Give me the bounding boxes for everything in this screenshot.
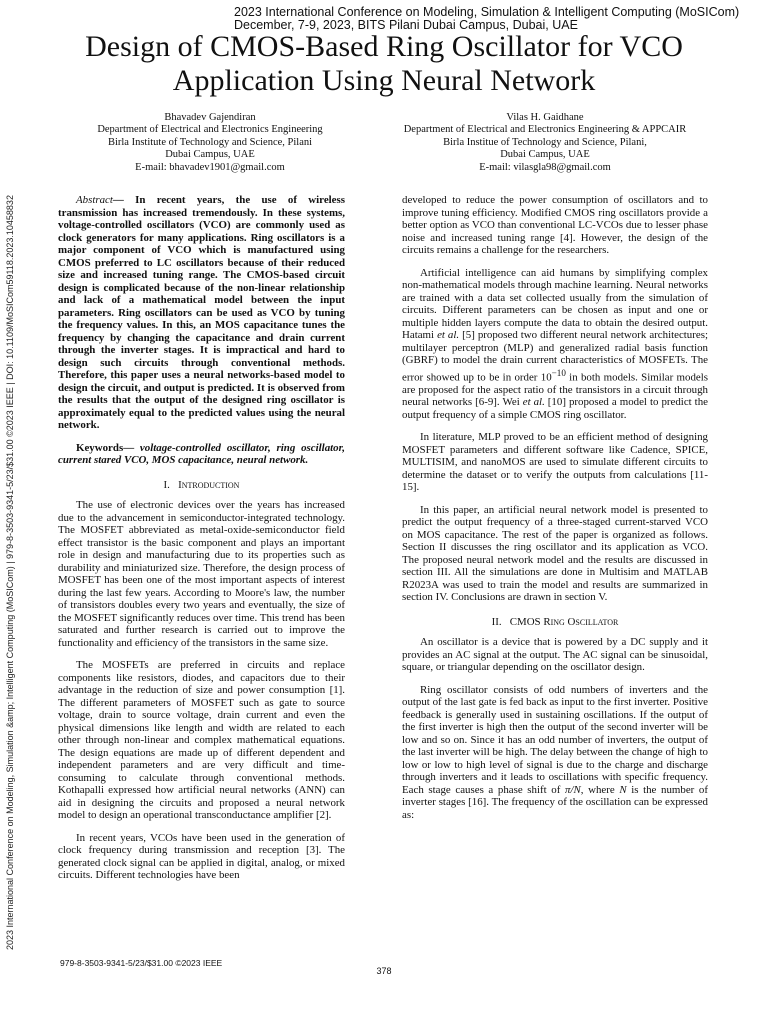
author-email: E-mail: bhavadev1901@gmail.com — [135, 161, 285, 173]
paragraph: In literature, MLP proved to be an efficient method of designing MOSFET parameters and different software like Cadence, SPICE, MULTISIM, and nanoMOS are used to simulate different circuits to determine the dataset or to verify the outputs from calculations [11-15]. — [402, 431, 708, 494]
section-heading-introduction: I. Introduction — [163, 478, 240, 491]
right-column — [402, 194, 708, 831]
paragraph: An oscillator is a device that is powered by a DC supply and it provides an AC signal at the output. The AC signal can be sinusoidal, square, or triangular depending on the oscillator design. — [402, 636, 708, 674]
sidebar-citation: 2023 International Conference on Modeling, Simulation &amp; Intelligent Computing (MoSICom) | 979-8-3503-9341-5/23/$31.00 ©2023 IEEE | DOI: 10.1109/MoSICom59118.2023.10458832 — [5, 195, 15, 950]
author-email: E-mail: vilasgla98@gmail.com — [479, 161, 611, 173]
author-institute: Birla Institue of Technology and Science, Pilani, — [443, 136, 647, 148]
copyright-footer: 979-8-3503-9341-5/23/$31.00 ©2023 IEEE — [60, 958, 223, 968]
paragraph: In recent years, VCOs have been used in the generation of clock frequency during transmission and reception [3]. The generated clock signal can be applied in digital, analog, or mixed circuits. Different technologies have been — [58, 831, 345, 881]
author-name: Bhavadev Gajendiran — [164, 112, 256, 123]
conference-date-venue: December, 7-9, 2023, BITS Pilani Dubai Campus, Dubai, UAE — [234, 18, 578, 32]
paragraph: The MOSFETs are preferred in circuits and replace components like resistors, diodes, and capacitors due to their advantage in the reduction of size and power consumption [1]. The different parameters of MOSFET such as gate to source voltage, drain to source voltage, drain current and even the physical dimensions like length and width are related to each other through non-linear and complex mathematical equations. The design equations are made up of different dependent and independent parameters and are very difficult and time-consuming to calculate through conventional methods. Kothapalli expressed how artificial neural networks (ANN) can aid in designing the circuits and proposed a neural network model to design an operational transconductance amplifier [2]. — [58, 659, 345, 821]
author-institute: Birla Institute of Technology and Science, Pilani — [107, 136, 313, 148]
paragraph: The use of electronic devices over the years has increased due to the advancement in semiconductor-integrated technology. The MOSFET abbreviated as metal-oxide-semiconductor field effect transistor is the basic component and plays an important role in design and manufacturing due to its properties such as durability and miniaturized size. Therefore, the design process of MOSFET has been one of the most important aspects of interest during the last few years. According to Moore's law, the number of transistors doubles every two years and eventually, the size of the MOSFET significantly reduces over time. This trend has been saturated and further research is carried out to improve the functionality and efficiency of the transistors in the same size. — [58, 499, 345, 649]
left-column — [58, 194, 345, 892]
author-name: Vilas H. Gaidhane — [506, 112, 584, 123]
section-heading-cmos-ring-oscillator: II. CMOS Ring Oscillator — [491, 615, 619, 628]
abstract: Abstract— In recent years, the use of wireless transmission has increased tremendously. In these systems, voltage-controlled oscillators (VCO) are commonly used as clock generators for many applications. Ring oscillators is a major component of VCO which is manufactured using CMOS preferred to LC oscillators because of their reduced size and increased tuning range. The CMOS-based circuit design is complicated because of the non-linear relationship and lack of a mathematical model between the input parameters. Ring oscillators can be used as VCO by tuning the frequency values. In this, an MOS capacitance tunes the frequency by changing the capacitance and drain current through the inverter stages. It is impractical and hard to design such circuits through conventional methods. Therefore, this paper uses a neural networks-based model to design the circuit, and output is predicted. It is observed from the results that the output of the designed ring oscillator is approximately equal to the predicted values using the neural network. — [58, 194, 345, 431]
keywords-text: voltage-controlled oscillator, ring oscillator, current stared VCO, MOS capacitance, neural network. — [58, 441, 345, 466]
paragraph: Ring oscillator consists of odd numbers of inverters and the output of the last gate is fed back as input to the first inverter. Positive feedback is generally used in sustaining oscillations. If the output of the first inverter is high then the output of the second inverter will be low and so on. Since it has an odd number of inverters, the output of the last inverter will be high. The delay between the change of high to low or low to high level of signal is due to the charge and discharge through inverters and it leads to oscillations with specific frequency. Each stage causes a phase shift of π/N, where N is the number of inverter stages [16]. The frequency of the oscillation can be expressed as: — [402, 683, 708, 821]
author-department: Department of Electrical and Electronics Engineering & APPCAIR — [403, 124, 687, 136]
author-campus: Dubai Campus, UAE — [500, 149, 590, 161]
paper-title: Design of CMOS-Based Ring Oscillator for VCO Application Using Neural Network — [85, 30, 683, 97]
conference-header — [234, 6, 764, 32]
abstract-label: Abstract — [76, 194, 113, 206]
paragraph: developed to reduce the power consumption of oscillators and to improve tuning efficiency. Modified CMOS ring oscillators provide a better option as VCO than conventional LC-VCOs due to lesser phase noise and increased tuning range [4]. However, the design of the circuits remains a challenge for the researchers. — [402, 194, 708, 256]
author-block-2 — [380, 112, 710, 174]
paragraph: In this paper, an artificial neural network model is presented to predict the output frequency of a three-staged current-starved VCO on MOS capacitance. The rest of the paper is organized as follows. Section II discusses the ring oscillator and its application as VCO. The proposed neural network model and the results are discussed in section III. All the simulations are done in Multisim and MATLAB R2023A was used to train the model and results are summarized in section IV. Conclusions are drawn in section V. — [402, 503, 708, 604]
conference-name: 2023 International Conference on Modeling, Simulation & Intelligent Computing (MoSICom) — [234, 5, 740, 19]
author-block-1 — [70, 112, 350, 174]
page-number: 378 — [376, 966, 392, 976]
paragraph: Artificial intelligence can aid humans by simplifying complex non-mathematical models through machine learning. Neural networks are trained with a data set collected usually from the simulation of circuits. Different parameters can be chosen as input and one or multiple hidden layers compute the data to obtain the desired output. Hatami et al. [5] proposed two different neural network architectures; multilayer perceptron (MLP) and generalized radial basis function (GBRF) to model the drain current characteristics of MOSFETs. The error showed up to be in order $10^{-10}$ in both models. Similar models are proposed for the aspect ratio of the transistors in a circuit through neural networks [6-9]. Wei et al. [10] proposed a model to predict the output frequency of a simple CMOS ring oscillator. — [402, 266, 708, 421]
author-campus: Dubai Campus, UAE — [165, 149, 255, 161]
abstract-text: In recent years, the use of wireless transmission has increased tremendously. In these systems, voltage-controlled oscillators (VCO) are commonly used as clock generators for many applications. Ring oscillators is a major component of VCO which is manufactured using CMOS preferred to LC oscillators because of their reduced size and increased tuning range. The CMOS-based circuit design is complicated because of the non-linear relationship and lack of a mathematical model between the input parameters. Ring oscillators can be used as VCO by tuning the frequency values. In this, an MOS capacitance tunes the frequency by changing the capacitance and drain current through the inverter stages. It is impractical and hard to design such circuits through conventional methods. Therefore, this paper uses a neural networks-based model to design the circuit, and output is predicted. It is observed from the results that the output of the designed ring oscillator is approximately equal to the predicted values using the neural network. — [58, 194, 345, 431]
keywords-label: Keywords— — [76, 441, 135, 454]
author-department: Department of Electrical and Electronics Engineering — [97, 124, 323, 136]
keywords — [58, 442, 345, 467]
